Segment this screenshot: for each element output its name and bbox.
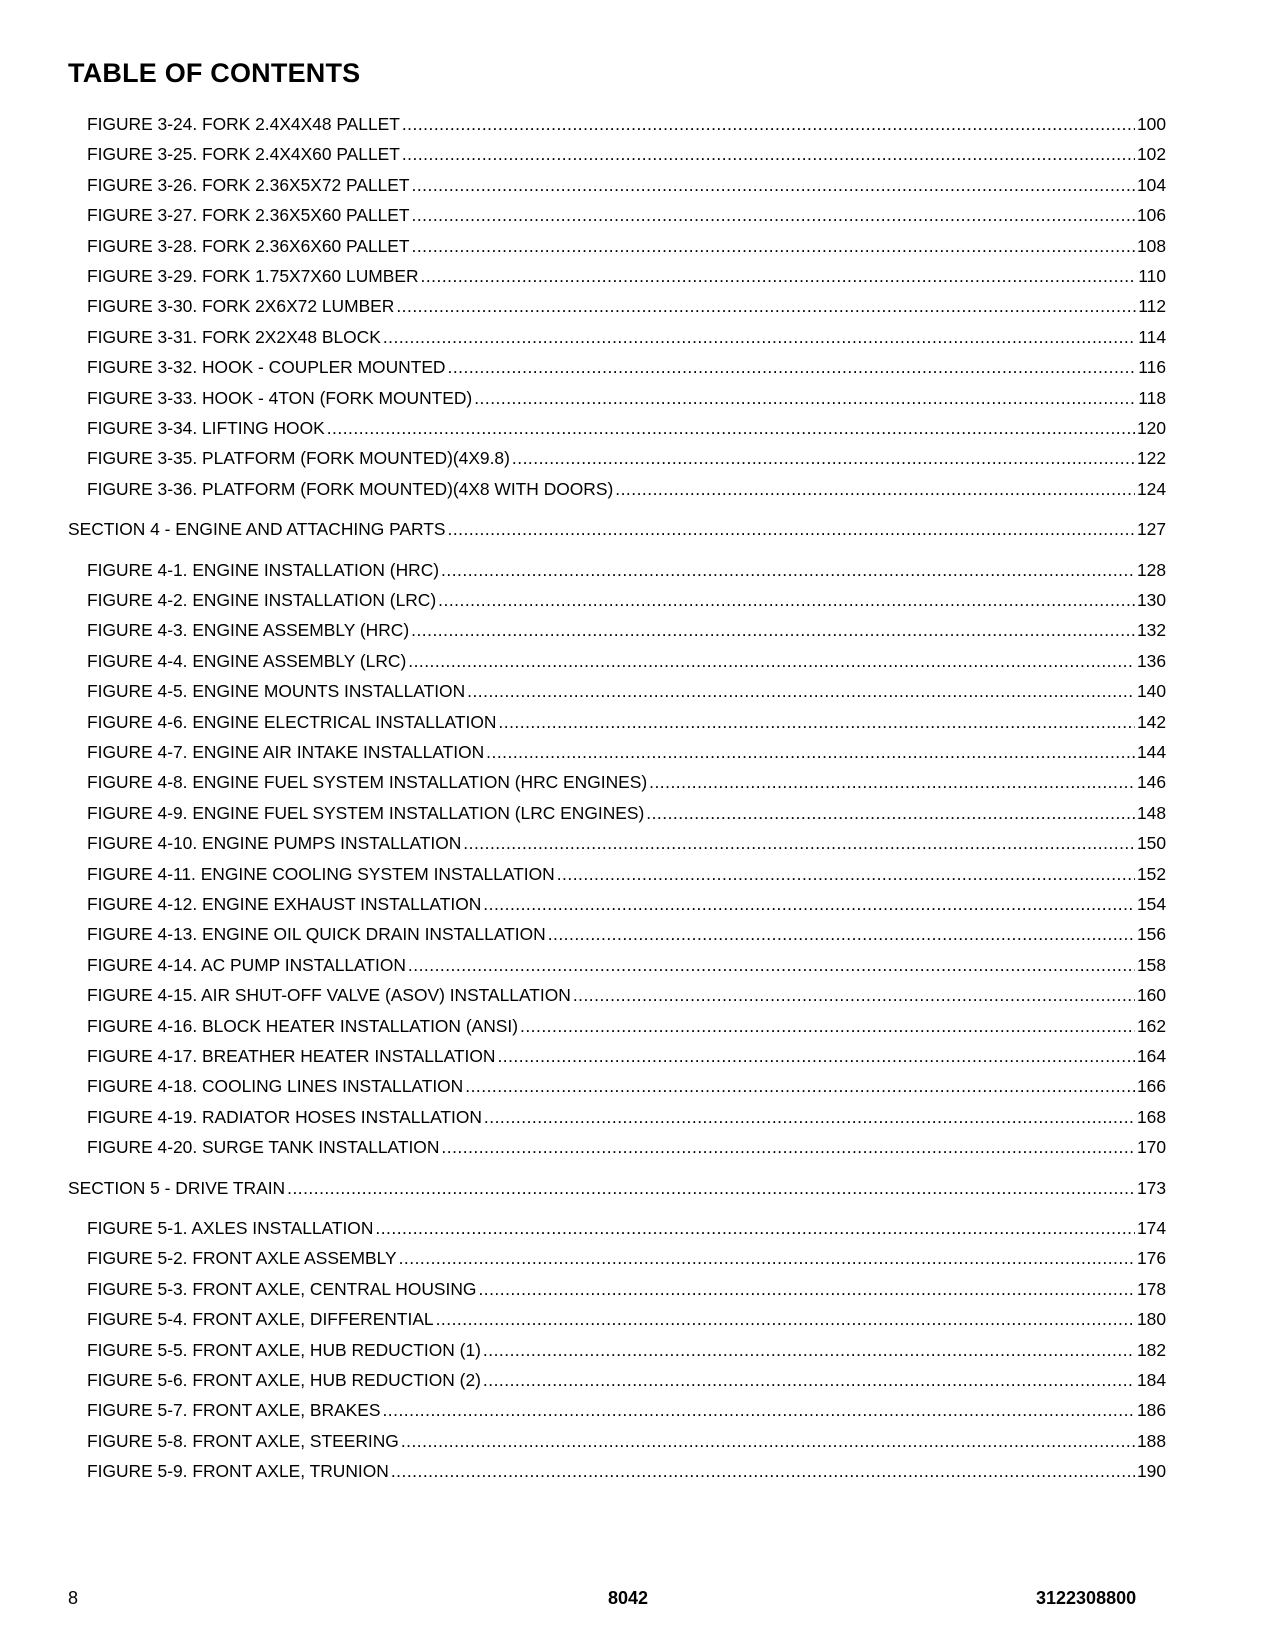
toc-entry-label: FIGURE 5-4. FRONT AXLE, DIFFERENTIAL bbox=[87, 1309, 434, 1330]
dot-leader bbox=[411, 618, 1135, 642]
dot-leader bbox=[474, 386, 1136, 410]
toc-entry-label: SECTION 5 - DRIVE TRAIN bbox=[68, 1177, 286, 1198]
toc-entry-page: 122 bbox=[1136, 448, 1166, 469]
toc-entry-page: 174 bbox=[1136, 1218, 1166, 1238]
dot-leader bbox=[421, 264, 1137, 288]
toc-figure-entry[interactable] bbox=[87, 740, 1166, 764]
toc-figure-entry[interactable] bbox=[87, 1246, 1166, 1270]
toc-entry-label: FIGURE 5-8. FRONT AXLE, STEERING bbox=[87, 1430, 399, 1451]
toc-entry-label: FIGURE 5-7. FRONT AXLE, BRAKES bbox=[87, 1400, 381, 1421]
toc-entry-page: 112 bbox=[1138, 296, 1166, 317]
dot-leader bbox=[396, 294, 1136, 318]
toc-entry-label: FIGURE 5-6. FRONT AXLE, HUB REDUCTION (2) bbox=[87, 1370, 481, 1390]
page-title: TABLE OF CONTENTS bbox=[68, 58, 361, 88]
dot-leader bbox=[412, 203, 1135, 227]
toc-figure-entry[interactable] bbox=[87, 983, 1166, 1007]
toc-section-entry[interactable] bbox=[68, 1176, 1166, 1200]
toc-entry-page: 180 bbox=[1136, 1309, 1166, 1330]
toc-figure-entry[interactable] bbox=[87, 1105, 1166, 1129]
dot-leader bbox=[483, 892, 1135, 916]
toc-figure-entry[interactable] bbox=[87, 1338, 1166, 1362]
toc-entry-page: 156 bbox=[1136, 924, 1166, 945]
toc-figure-entry[interactable] bbox=[87, 294, 1166, 318]
toc-entry-label: FIGURE 4-1. ENGINE INSTALLATION (HRC) bbox=[87, 559, 440, 580]
toc-entry-label: FIGURE 3-25. FORK 2.4X4X60 PALLET bbox=[87, 144, 400, 165]
dot-leader bbox=[498, 710, 1135, 734]
toc-entry-page: 168 bbox=[1136, 1106, 1166, 1127]
toc-section-entry[interactable] bbox=[68, 517, 1166, 541]
dot-leader bbox=[441, 1135, 1135, 1159]
toc-figure-entry[interactable] bbox=[87, 649, 1166, 673]
toc-entry-page: 110 bbox=[1138, 266, 1166, 286]
toc-entry-label: FIGURE 3-33. HOOK - 4TON (FORK MOUNTED) bbox=[87, 387, 473, 408]
toc-entry-label: FIGURE 3-24. FORK 2.4X4X48 PALLET bbox=[87, 114, 400, 134]
toc-entry-page: 184 bbox=[1136, 1370, 1166, 1390]
toc-entry-label: FIGURE 5-2. FRONT AXLE ASSEMBLY bbox=[87, 1248, 397, 1269]
dot-leader bbox=[391, 1459, 1135, 1483]
toc-entry-page: 176 bbox=[1136, 1248, 1166, 1269]
toc-entry-label: FIGURE 5-9. FRONT AXLE, TRUNION bbox=[87, 1461, 389, 1482]
toc-entry-page: 102 bbox=[1136, 144, 1166, 165]
toc-figure-entry[interactable] bbox=[87, 710, 1166, 734]
dot-leader bbox=[573, 983, 1135, 1007]
toc-entry-page: 116 bbox=[1138, 357, 1166, 378]
dot-leader bbox=[512, 446, 1135, 470]
dot-leader bbox=[483, 1338, 1135, 1362]
toc-figure-entry[interactable] bbox=[87, 770, 1166, 794]
toc-figure-entry[interactable] bbox=[87, 558, 1166, 582]
footer-model: 8042 bbox=[608, 1588, 649, 1608]
toc-entry-label: FIGURE 5-1. AXLES INSTALLATION bbox=[87, 1218, 374, 1238]
dot-leader bbox=[441, 558, 1135, 582]
toc-figure-entry[interactable] bbox=[87, 325, 1166, 349]
dot-leader bbox=[436, 1307, 1135, 1331]
toc-entry-page: 140 bbox=[1136, 681, 1166, 702]
dot-leader bbox=[486, 740, 1135, 764]
toc-entry-page: 144 bbox=[1136, 742, 1166, 762]
toc-figure-entry[interactable] bbox=[87, 862, 1166, 886]
toc-entry-label: FIGURE 4-19. RADIATOR HOSES INSTALLATION bbox=[87, 1106, 482, 1127]
toc-entry-page: 148 bbox=[1136, 802, 1166, 823]
toc-entry-page: 128 bbox=[1136, 559, 1166, 580]
toc-entry-label: FIGURE 4-8. ENGINE FUEL SYSTEM INSTALLATION (HRC ENGINES) bbox=[87, 772, 648, 793]
dot-leader bbox=[497, 1044, 1135, 1068]
toc-entry-page: 150 bbox=[1136, 833, 1166, 854]
toc-entry-label: FIGURE 3-34. LIFTING HOOK bbox=[87, 418, 325, 438]
dot-leader bbox=[412, 173, 1135, 197]
toc-entry-label: FIGURE 4-13. ENGINE OIL QUICK DRAIN INSTALLATION bbox=[87, 924, 546, 945]
toc-entry-label: FIGURE 4-20. SURGE TANK INSTALLATION bbox=[87, 1137, 440, 1158]
toc-figure-entry[interactable] bbox=[87, 1277, 1166, 1301]
toc-entry-label: FIGURE 4-18. COOLING LINES INSTALLATION bbox=[87, 1076, 464, 1097]
toc-figure-entry[interactable] bbox=[87, 1307, 1166, 1331]
dot-leader bbox=[402, 112, 1135, 136]
dot-leader bbox=[557, 862, 1135, 886]
dot-leader bbox=[484, 1105, 1135, 1129]
toc-entry-label: FIGURE 3-29. FORK 1.75X7X60 LUMBER bbox=[87, 266, 419, 286]
toc-figure-entry[interactable] bbox=[87, 953, 1166, 977]
toc-entry-label: FIGURE 4-6. ENGINE ELECTRICAL INSTALLATION bbox=[87, 711, 497, 732]
toc-entry-page: 130 bbox=[1136, 590, 1166, 610]
toc-entry-label: FIGURE 3-31. FORK 2X2X48 BLOCK bbox=[87, 326, 381, 347]
toc-entry-label: FIGURE 4-16. BLOCK HEATER INSTALLATION (ANSI) bbox=[87, 1015, 518, 1036]
toc-figure-entry[interactable] bbox=[87, 1074, 1166, 1098]
toc-entry-page: 166 bbox=[1136, 1076, 1166, 1097]
toc-entry-label: FIGURE 4-14. AC PUMP INSTALLATION bbox=[87, 954, 406, 975]
toc-figure-entry[interactable] bbox=[87, 446, 1166, 470]
toc-entry-label: FIGURE 3-26. FORK 2.36X5X72 PALLET bbox=[87, 174, 410, 195]
toc-entry-label: FIGURE 5-5. FRONT AXLE, HUB REDUCTION (1) bbox=[87, 1339, 481, 1360]
toc-entry-label: FIGURE 4-4. ENGINE ASSEMBLY (LRC) bbox=[87, 650, 407, 671]
dot-leader bbox=[478, 1277, 1135, 1301]
dot-leader bbox=[382, 1398, 1135, 1422]
toc-entry-label: FIGURE 3-35. PLATFORM (FORK MOUNTED)(4X9.8) bbox=[87, 448, 510, 469]
toc-entry-label: FIGURE 4-12. ENGINE EXHAUST INSTALLATION bbox=[87, 894, 482, 914]
toc-entry-page: 158 bbox=[1136, 954, 1166, 975]
dot-leader bbox=[548, 922, 1135, 946]
dot-leader bbox=[483, 1368, 1135, 1392]
toc-figure-entry[interactable] bbox=[87, 831, 1166, 855]
dot-leader bbox=[399, 1246, 1135, 1270]
toc-figure-entry[interactable] bbox=[87, 922, 1166, 946]
toc-entry-label: SECTION 4 - ENGINE AND ATTACHING PARTS bbox=[68, 519, 446, 540]
toc-figure-entry[interactable] bbox=[87, 892, 1166, 916]
dot-leader bbox=[615, 477, 1135, 501]
toc-figure-entry[interactable] bbox=[87, 264, 1166, 288]
toc-figure-entry[interactable] bbox=[87, 386, 1166, 410]
dot-leader bbox=[649, 770, 1135, 794]
toc-entry-label: FIGURE 4-3. ENGINE ASSEMBLY (HRC) bbox=[87, 620, 410, 641]
dot-leader bbox=[383, 325, 1136, 349]
toc-figure-entry[interactable] bbox=[87, 203, 1166, 227]
toc-figure-entry[interactable] bbox=[87, 679, 1166, 703]
toc-entry-page: 142 bbox=[1136, 711, 1166, 732]
toc-figure-entry[interactable] bbox=[87, 1044, 1166, 1068]
toc-entry-page: 136 bbox=[1136, 650, 1166, 671]
toc-entry-page: 178 bbox=[1136, 1278, 1166, 1299]
toc-entry-page: 124 bbox=[1136, 478, 1166, 499]
toc-entry-label: FIGURE 4-11. ENGINE COOLING SYSTEM INSTALLATION bbox=[87, 863, 555, 884]
toc-entry-label: FIGURE 4-7. ENGINE AIR INTAKE INSTALLATION bbox=[87, 742, 485, 762]
dot-leader bbox=[408, 953, 1135, 977]
toc-entry-label: FIGURE 4-2. ENGINE INSTALLATION (LRC) bbox=[87, 590, 437, 610]
toc-entry-page: 108 bbox=[1136, 235, 1166, 256]
footer-part-number: 3122308800 bbox=[1036, 1588, 1137, 1608]
toc-entry-page: 132 bbox=[1136, 620, 1166, 641]
toc-figure-entry[interactable] bbox=[87, 173, 1166, 197]
footer-page-number: 8 bbox=[68, 1588, 79, 1608]
dot-leader bbox=[646, 801, 1135, 825]
toc-entry-label: FIGURE 4-10. ENGINE PUMPS INSTALLATION bbox=[87, 833, 462, 854]
toc-entry-page: 164 bbox=[1136, 1046, 1166, 1066]
toc-figure-entry[interactable] bbox=[87, 1135, 1166, 1159]
dot-leader bbox=[287, 1176, 1135, 1200]
toc-figure-entry[interactable] bbox=[87, 1459, 1166, 1483]
dot-leader bbox=[465, 1074, 1135, 1098]
toc-figure-entry[interactable] bbox=[87, 1014, 1166, 1038]
toc-entry-label: FIGURE 4-9. ENGINE FUEL SYSTEM INSTALLATION (LRC ENGINES) bbox=[87, 802, 645, 823]
toc-entry-label: FIGURE 3-36. PLATFORM (FORK MOUNTED)(4X8 WITH DOORS) bbox=[87, 478, 614, 499]
toc-figure-entry[interactable] bbox=[87, 416, 1166, 440]
toc-entry-page: 160 bbox=[1136, 985, 1166, 1006]
toc-entry-page: 152 bbox=[1136, 863, 1166, 884]
toc-figure-entry[interactable] bbox=[87, 1429, 1166, 1453]
dot-leader bbox=[448, 517, 1135, 541]
toc-figure-entry[interactable] bbox=[87, 801, 1166, 825]
toc-entry-page: 104 bbox=[1136, 174, 1166, 195]
toc-entry-page: 146 bbox=[1136, 772, 1166, 793]
toc-entry-page: 190 bbox=[1136, 1461, 1166, 1482]
dot-leader bbox=[401, 1429, 1135, 1453]
toc-entry-label: FIGURE 4-17. BREATHER HEATER INSTALLATION bbox=[87, 1046, 496, 1066]
toc-entry-label: FIGURE 4-15. AIR SHUT-OFF VALVE (ASOV) INSTALLATION bbox=[87, 985, 571, 1006]
toc-entry-label: FIGURE 3-27. FORK 2.36X5X60 PALLET bbox=[87, 205, 410, 226]
toc-figure-entry[interactable] bbox=[87, 355, 1166, 379]
toc-figure-entry[interactable] bbox=[87, 112, 1166, 136]
toc-entry-page: 188 bbox=[1136, 1430, 1166, 1451]
dot-leader bbox=[463, 831, 1135, 855]
toc-figure-entry[interactable] bbox=[87, 1368, 1166, 1392]
toc-entry-label: FIGURE 3-28. FORK 2.36X6X60 PALLET bbox=[87, 235, 410, 256]
toc-entry-page: 186 bbox=[1136, 1400, 1166, 1421]
toc-figure-entry[interactable] bbox=[87, 477, 1166, 501]
dot-leader bbox=[467, 679, 1135, 703]
toc-entry-page: 127 bbox=[1136, 519, 1166, 540]
toc-entry-label: FIGURE 3-30. FORK 2X6X72 LUMBER bbox=[87, 296, 395, 317]
toc-entry-page: 120 bbox=[1136, 418, 1166, 438]
toc-figure-entry[interactable] bbox=[87, 234, 1166, 258]
toc-figure-entry[interactable] bbox=[87, 1216, 1166, 1240]
toc-entry-label: FIGURE 5-3. FRONT AXLE, CENTRAL HOUSING bbox=[87, 1278, 477, 1299]
dot-leader bbox=[438, 588, 1135, 612]
toc-entry-page: 182 bbox=[1136, 1339, 1166, 1360]
dot-leader bbox=[448, 355, 1137, 379]
dot-leader bbox=[402, 142, 1135, 166]
toc-entry-page: 162 bbox=[1136, 1015, 1166, 1036]
toc-entry-label: FIGURE 3-32. HOOK - COUPLER MOUNTED bbox=[87, 357, 446, 378]
toc-entry-page: 154 bbox=[1136, 894, 1166, 914]
toc-entry-page: 170 bbox=[1136, 1137, 1166, 1158]
toc-entry-page: 106 bbox=[1136, 205, 1166, 226]
toc-entry-label: FIGURE 4-5. ENGINE MOUNTS INSTALLATION bbox=[87, 681, 466, 702]
toc-entry-page: 118 bbox=[1138, 387, 1166, 408]
toc-entry-page: 100 bbox=[1136, 114, 1166, 134]
toc-figure-entry[interactable] bbox=[87, 588, 1166, 612]
toc-figure-entry[interactable] bbox=[87, 1398, 1166, 1422]
toc-figure-entry[interactable] bbox=[87, 142, 1166, 166]
toc-figure-entry[interactable] bbox=[87, 618, 1166, 642]
toc-entry-page: 173 bbox=[1136, 1177, 1166, 1198]
dot-leader bbox=[375, 1216, 1135, 1240]
toc-entry-page: 114 bbox=[1138, 326, 1166, 347]
dot-leader bbox=[520, 1014, 1135, 1038]
dot-leader bbox=[408, 649, 1135, 673]
dot-leader bbox=[327, 416, 1135, 440]
dot-leader bbox=[412, 234, 1135, 258]
